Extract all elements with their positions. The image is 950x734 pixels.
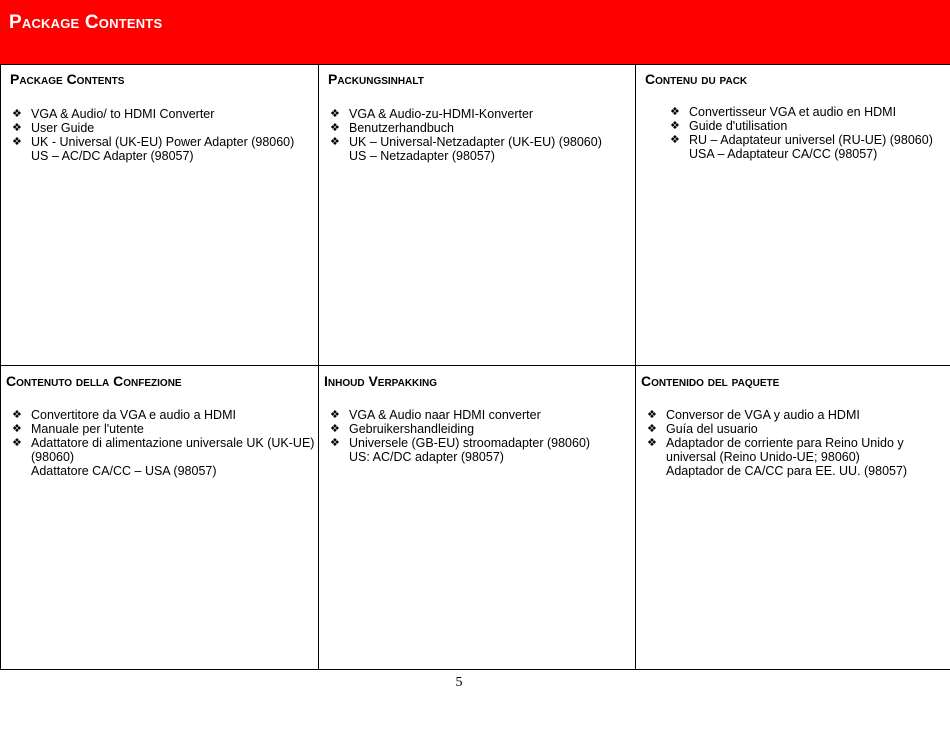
- list-item-text: Benutzerhandbuch: [349, 121, 454, 135]
- diamond-bullet-icon: ❖: [12, 108, 22, 120]
- diamond-bullet-icon: ❖: [12, 136, 22, 148]
- list-item-continuation: Adaptador de CA/CC para EE. UU. (98057): [666, 464, 908, 478]
- section-english: [0, 65, 318, 366]
- diamond-bullet-icon: ❖: [670, 120, 680, 132]
- diamond-bullet-icon: ❖: [12, 423, 22, 435]
- section-spanish: [635, 366, 950, 670]
- list-item-text: Guide d'utilisation: [689, 119, 788, 133]
- list-item-text: Adattatore di alimentazione universale UK (UK-UE) (98060): [31, 436, 315, 464]
- list-item-text: Gebruikershandleiding: [349, 422, 475, 436]
- list-item: [329, 408, 590, 422]
- section-title: Contenuto della Confezione: [6, 373, 182, 389]
- diamond-bullet-icon: ❖: [647, 409, 657, 421]
- section-french: [635, 65, 950, 366]
- section-title: Package Contents: [10, 71, 125, 87]
- diamond-bullet-icon: ❖: [330, 437, 340, 449]
- list-item-text: Guía del usuario: [666, 422, 758, 436]
- item-list: [11, 408, 318, 478]
- section-title: Packungsinhalt: [328, 71, 424, 87]
- list-item: [669, 105, 933, 119]
- list-item: [11, 107, 294, 121]
- list-item: [646, 422, 950, 436]
- list-item: [11, 422, 318, 436]
- list-item: [329, 436, 590, 450]
- list-item: [329, 121, 602, 135]
- list-item-continuation: US – AC/DC Adapter (98057): [31, 149, 194, 163]
- list-item: [646, 436, 950, 464]
- section-title: Contenido del paquete: [641, 373, 780, 389]
- diamond-bullet-icon: ❖: [12, 122, 22, 134]
- list-item-text: Universele (GB-EU) stroomadapter (98060): [349, 436, 591, 450]
- list-item-text: RU – Adaptateur universel (RU-UE) (98060): [689, 133, 933, 147]
- list-item: [669, 133, 933, 147]
- diamond-bullet-icon: ❖: [647, 437, 657, 449]
- list-item: [11, 135, 294, 149]
- diamond-bullet-icon: ❖: [330, 108, 340, 120]
- list-item-text: Conversor de VGA y audio a HDMI: [666, 408, 860, 422]
- diamond-bullet-icon: ❖: [647, 423, 657, 435]
- page-number: 5: [455, 675, 463, 690]
- list-item: [329, 135, 602, 149]
- list-item: [11, 121, 294, 135]
- list-item-text: VGA & Audio/ to HDMI Converter: [31, 107, 215, 121]
- header-banner: [0, 0, 950, 65]
- list-item: [329, 422, 590, 436]
- contents-grid: [0, 65, 950, 670]
- section-title: Inhoud Verpakking: [324, 373, 438, 389]
- list-item-continuation: US: AC/DC adapter (98057): [349, 450, 504, 464]
- list-item-text: Manuale per l'utente: [31, 422, 144, 436]
- section-italian: [0, 366, 318, 670]
- list-item: [11, 408, 318, 422]
- list-item-text: VGA & Audio naar HDMI converter: [349, 408, 541, 422]
- section-title: Contenu du pack: [645, 71, 748, 87]
- list-item: [11, 436, 318, 464]
- diamond-bullet-icon: ❖: [330, 409, 340, 421]
- page-title: Package Contents: [9, 12, 163, 33]
- item-list: [646, 408, 950, 478]
- list-item-text: VGA & Audio-zu-HDMI-Konverter: [349, 107, 534, 121]
- list-item: [646, 408, 950, 422]
- diamond-bullet-icon: ❖: [670, 134, 680, 146]
- list-item-text: UK – Universal-Netzadapter (UK-EU) (98060): [349, 135, 602, 149]
- list-item-continuation: US – Netzadapter (98057): [349, 149, 495, 163]
- section-dutch: [318, 366, 635, 670]
- diamond-bullet-icon: ❖: [670, 106, 680, 118]
- list-item-text: UK - Universal (UK-EU) Power Adapter (98060): [31, 135, 295, 149]
- item-list: [669, 105, 933, 161]
- list-item: [329, 107, 602, 121]
- item-list: [329, 408, 590, 464]
- list-item-text: Convertisseur VGA et audio en HDMI: [689, 105, 897, 119]
- item-list: [11, 107, 294, 163]
- list-item-continuation: USA – Adaptateur CA/CC (98057): [689, 147, 878, 161]
- item-list: [329, 107, 602, 163]
- list-item: [669, 119, 933, 133]
- list-item-continuation: Adattatore CA/CC – USA (98057): [31, 464, 217, 478]
- diamond-bullet-icon: ❖: [12, 409, 22, 421]
- diamond-bullet-icon: ❖: [330, 423, 340, 435]
- diamond-bullet-icon: ❖: [330, 122, 340, 134]
- list-item-text: Adaptador de corriente para Reino Unido y universal (Reino Unido-UE; 98060): [666, 436, 904, 464]
- list-item-text: User Guide: [31, 121, 95, 135]
- section-german: [318, 65, 635, 366]
- diamond-bullet-icon: ❖: [330, 136, 340, 148]
- diamond-bullet-icon: ❖: [12, 437, 22, 449]
- list-item-text: Convertitore da VGA e audio a HDMI: [31, 408, 236, 422]
